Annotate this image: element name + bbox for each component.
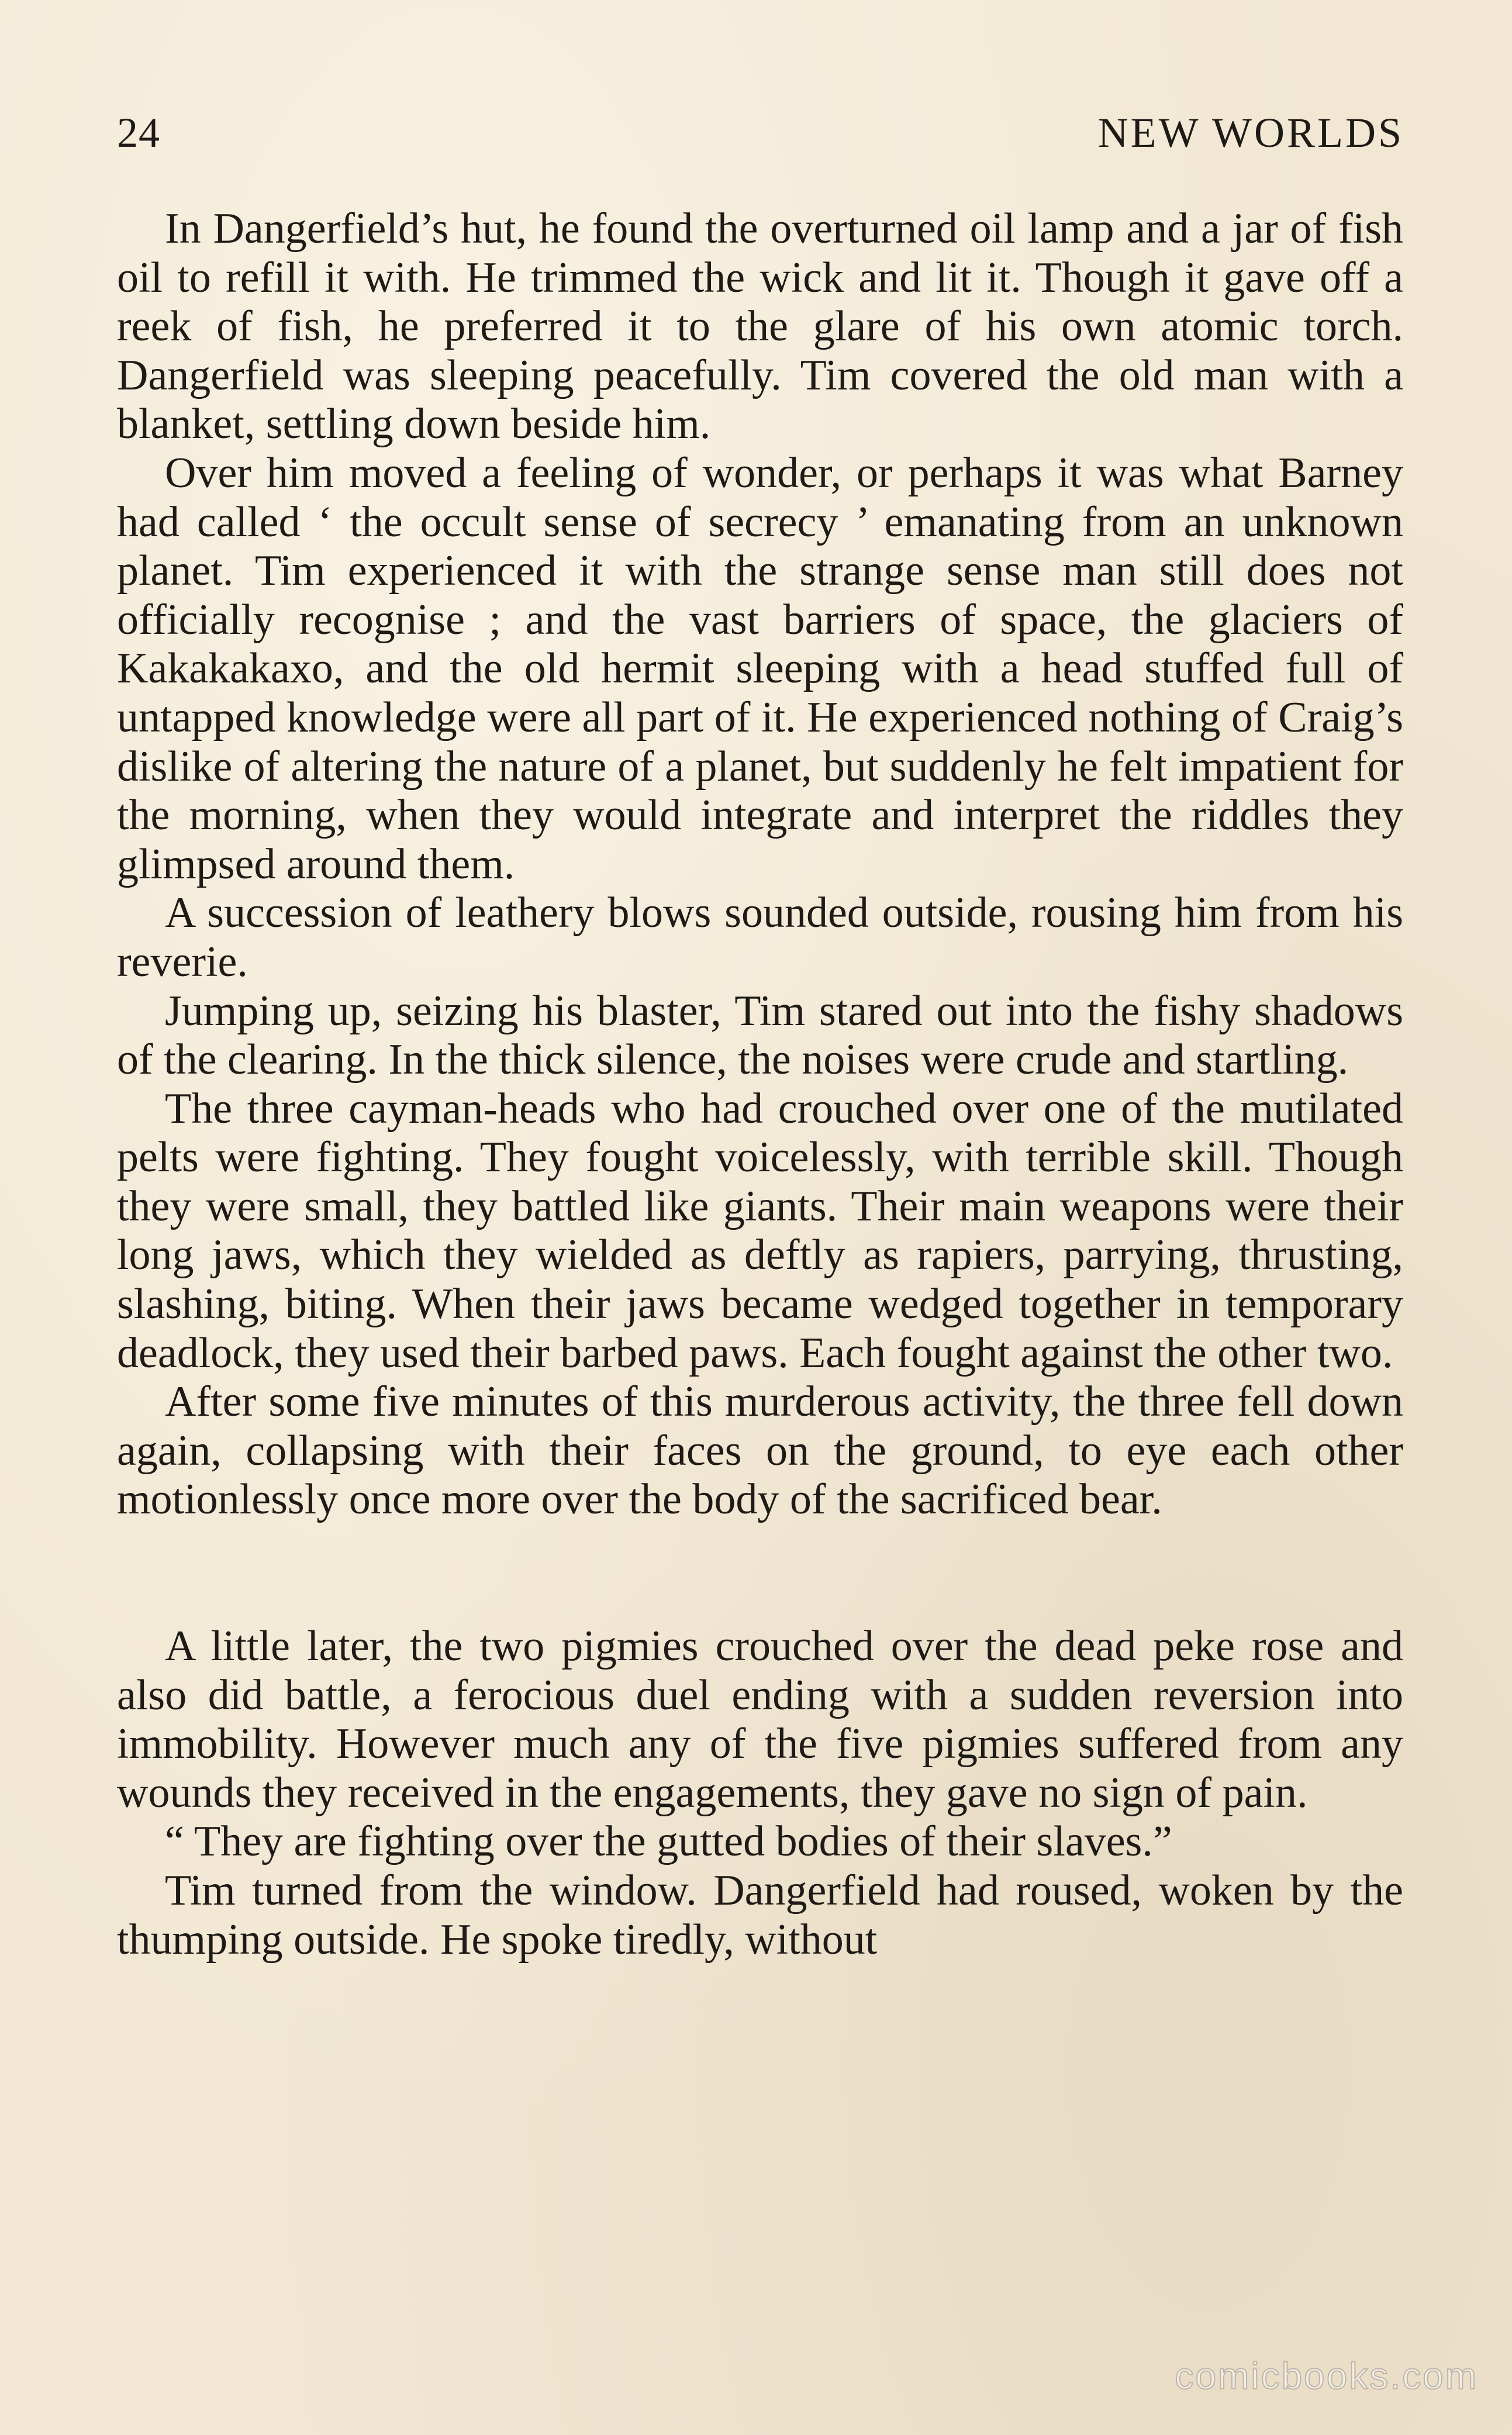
paragraph: The three cayman-heads who had crouched over one of the mutilated pelts were fighting. They fought voicelessly, with terrible skill. Though they were small, they battled like giants. Their main weapons were their long jaws, which they wielded as deftly as rapiers, parrying, thrusting, slashing, biting. When their jaws became wedged together in temporary deadlock, they used their barbed paws. Each fought against the other two. xyxy=(117,1084,1403,1377)
paragraph: Over him moved a feeling of wonder, or perhaps it was what Barney had called ‘ the occult sense of secrecy ’ emanating from an unknown planet. Tim experienced it with the strange sense man still does not officially recognise ; and the vast barriers of space, the glaciers of Kakakakaxo, and the old hermit sleeping with a head stuffed full of untapped knowledge were all part of it. He experienced nothing of Craig’s dislike of altering the nature of a planet, but suddenly he felt impatient for the morning, when they would integrate and interpret the riddles they glimpsed around them. xyxy=(117,449,1403,888)
body-text xyxy=(117,205,1403,1964)
paragraph: After some five minutes of this murderous activity, the three fell down again, collapsing with their faces on the ground, to eye each other motionlessly once more over the body of the sacrificed bear. xyxy=(117,1378,1403,1524)
paragraph: A succession of leathery blows sounded outside, rousing him from his reverie. xyxy=(117,889,1403,986)
journal-title: NEW WORLDS xyxy=(1097,109,1404,156)
section-break xyxy=(117,1525,1403,1622)
paragraph: A little later, the two pigmies crouched over the dead peke rose and also did battle, a ferocious duel ending with a sudden reversion into immobility. However much any of the five pigmies suffered from any wounds they received in the engagements, they gave no sign of pain. xyxy=(117,1622,1403,1817)
paragraph: “ They are fighting over the gutted bodies of their slaves.” xyxy=(165,1817,1172,1866)
paragraph: Tim turned from the window. Dangerfield had roused, woken by the thumping outside. He spoke tiredly, without xyxy=(117,1867,1403,1964)
paragraph: Jumping up, seizing his blaster, Tim stared out into the fishy shadows of the clearing. In the thick silence, the noises were crude and startling. xyxy=(117,987,1403,1084)
running-head xyxy=(117,106,1404,159)
watermark: comicbooks.com xyxy=(1175,2355,1478,2397)
paragraph: In Dangerfield’s hut, he found the overturned oil lamp and a jar of fish oil to refill it with. He trimmed the wick and lit it. Though it gave off a reek of fish, he preferred it to the glare of his own atomic torch. Dangerfield was sleeping peacefully. Tim covered the old man with a blanket, settling down beside him. xyxy=(117,205,1403,449)
page-number: 24 xyxy=(117,109,160,156)
